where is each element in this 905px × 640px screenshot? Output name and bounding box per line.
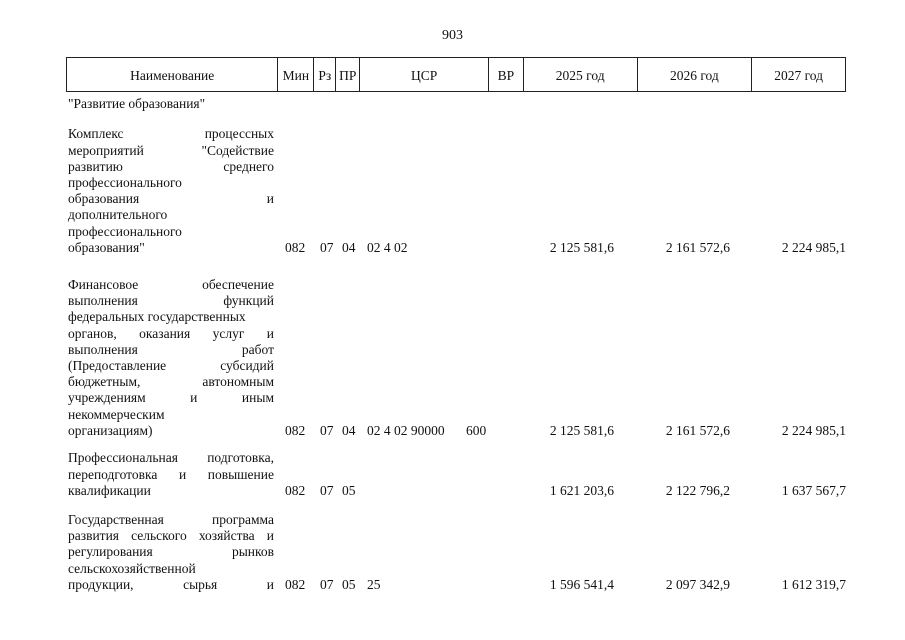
cell-2027: 2 224 985,1 xyxy=(781,423,846,438)
cell-pr: 05 xyxy=(342,483,356,498)
cell-pr: 04 xyxy=(342,240,356,255)
row-name-line: сельскохозяйственной xyxy=(68,560,196,576)
cell-rz: 07 xyxy=(320,423,334,438)
header-2025: 2025 год xyxy=(524,58,638,91)
row-name-line: органов, оказания услуг и xyxy=(68,325,274,341)
header-name: Наименование xyxy=(67,58,278,91)
row-name-line: некоммерческим xyxy=(68,406,165,422)
cell-2026: 2 161 572,6 xyxy=(665,240,730,255)
row-name-line: Комплекс процессных xyxy=(68,126,274,142)
row-name-line: выполнения работ xyxy=(68,341,274,357)
cell-rz: 07 xyxy=(320,240,334,255)
cell-min: 082 xyxy=(285,577,306,592)
row-name-line: образования" xyxy=(68,239,145,255)
header-min: Мин xyxy=(278,58,314,91)
cell-2025: 2 125 581,6 xyxy=(549,423,614,438)
cell-pr: 04 xyxy=(342,423,356,438)
row-name-line: образования и xyxy=(68,191,274,207)
header-pr: ПР xyxy=(336,58,360,91)
cell-vr: 600 xyxy=(466,423,487,438)
page-number: 903 xyxy=(442,28,463,43)
cell-2025: 1 596 541,4 xyxy=(549,577,614,592)
header-csr: ЦСР xyxy=(360,58,489,91)
header-2026: 2026 год xyxy=(638,58,753,91)
cell-2025: 2 125 581,6 xyxy=(549,240,614,255)
row-name-line: развития сельского хозяйства и xyxy=(68,528,274,544)
cell-csr: 02 4 02 xyxy=(367,240,408,255)
cell-min: 082 xyxy=(285,240,306,255)
row-name xyxy=(68,512,274,593)
cell-2025: 1 621 203,6 xyxy=(549,483,614,498)
cell-2027: 1 612 319,7 xyxy=(781,577,846,592)
row-name-line: федеральных государственных xyxy=(68,309,246,325)
cell-rz: 07 xyxy=(320,483,334,498)
cell-2026: 2 161 572,6 xyxy=(665,423,730,438)
row-name-line: развитию среднего xyxy=(68,158,274,174)
header-2027: 2027 год xyxy=(774,67,824,83)
row-name xyxy=(68,450,274,499)
cell-2026: 2 122 796,2 xyxy=(665,483,730,498)
row-name-line: регулирования рынков xyxy=(68,544,274,560)
cell-min: 082 xyxy=(285,483,306,498)
row-name-line: профессионального xyxy=(68,223,182,239)
row-name xyxy=(68,126,274,256)
row-name-line: Профессиональная подготовка, xyxy=(68,450,274,466)
table-header xyxy=(66,57,846,92)
row-name-line: (Предоставление субсидий xyxy=(68,357,274,373)
cell-csr: 02 4 02 90000 xyxy=(367,423,445,438)
row-name-line: продукции, сырья и xyxy=(68,576,274,592)
cell-rz: 07 xyxy=(320,577,334,592)
row-name-line: Финансовое обеспечение xyxy=(68,276,274,292)
row-name-line: профессионального xyxy=(68,174,182,190)
row-name-line: дополнительного xyxy=(68,207,168,223)
row-name-line: учреждениям и иным xyxy=(68,390,274,406)
row-name-line: организациям) xyxy=(68,422,153,438)
cell-pr: 05 xyxy=(342,577,356,592)
row-name-line: Государственная программа xyxy=(68,511,274,527)
row-name-line: переподготовка и повышение xyxy=(68,466,274,482)
row-name-line: квалификации xyxy=(68,482,151,498)
row-name-line: бюджетным, автономным xyxy=(68,374,274,390)
row-name-line: мероприятий "Содействие xyxy=(68,142,274,158)
cell-2026: 2 097 342,9 xyxy=(665,577,730,592)
row-name-line: выполнения функций xyxy=(68,293,274,309)
row-name xyxy=(68,277,274,439)
cell-2027: 1 637 567,7 xyxy=(781,483,846,498)
section-title: "Развитие образования" xyxy=(68,96,206,111)
header-rz: Рз xyxy=(314,58,336,91)
cell-min: 082 xyxy=(285,423,306,438)
cell-csr: 25 xyxy=(367,577,381,592)
cell-2027: 2 224 985,1 xyxy=(781,240,846,255)
header-vr: ВР xyxy=(489,58,524,91)
